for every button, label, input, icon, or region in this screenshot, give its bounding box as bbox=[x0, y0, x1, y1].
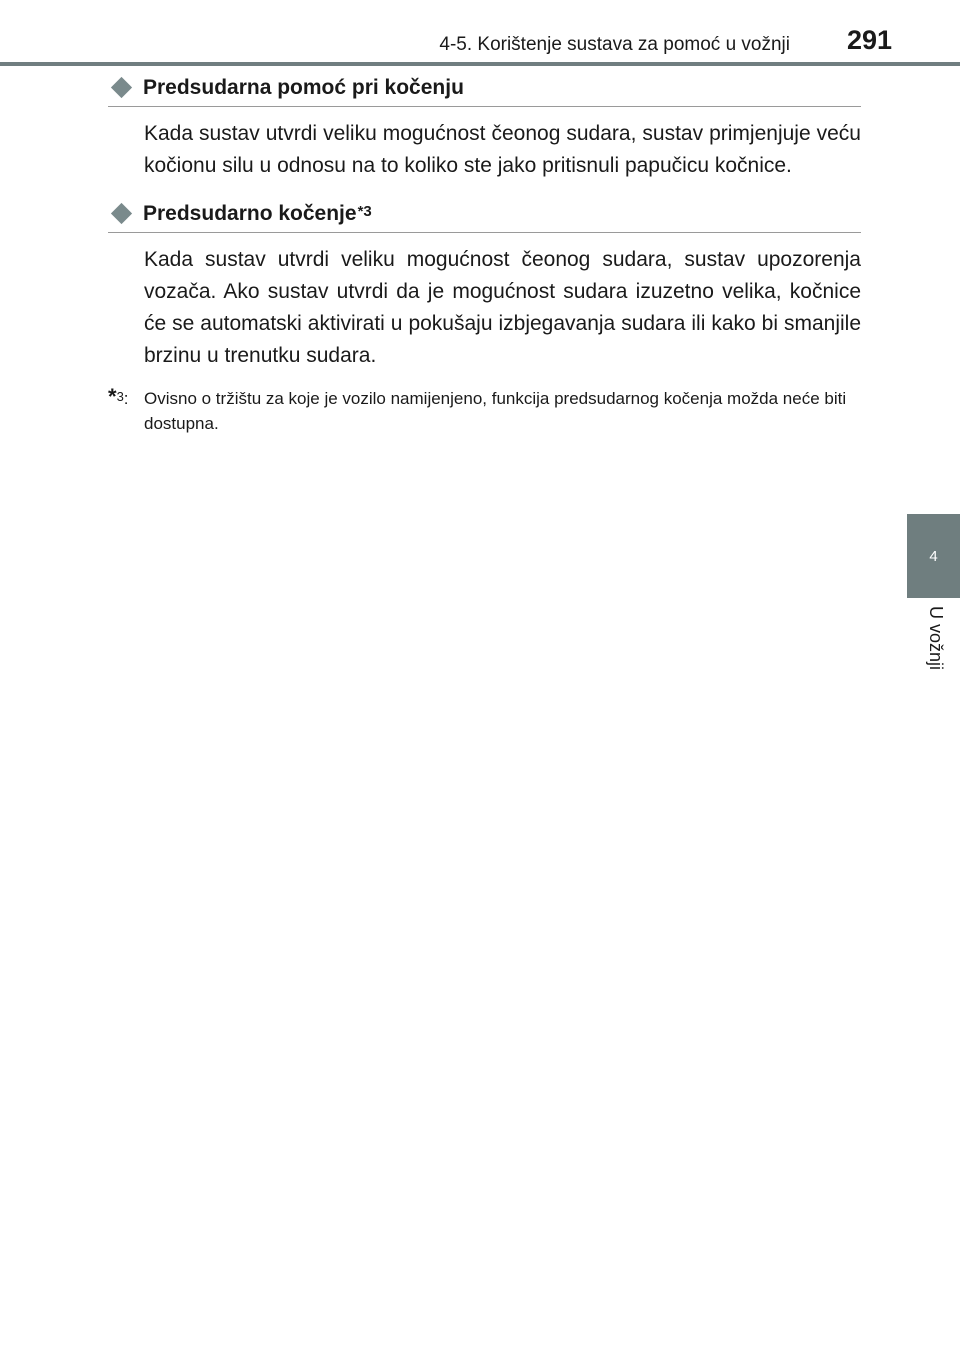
section-heading bbox=[108, 76, 861, 107]
section-body-text: Kada sustav utvrdi veliku mogućnost čeonog sudara, sustav upozorenja vozača. Ako sustav utvrdi da je mogućnost sudara izuzetno velika, kočnice će se automatski aktivirati u pokušaju izbjegavanja sudara ili kako bi smanjile brzinu u trenutku sudara. bbox=[144, 248, 861, 367]
diamond-bullet-icon bbox=[111, 77, 132, 98]
footnote-separator: : bbox=[123, 389, 129, 408]
section-spacer bbox=[108, 182, 861, 202]
chapter-tab bbox=[907, 514, 960, 598]
page-number: 291 bbox=[846, 25, 892, 55]
page-header bbox=[0, 0, 960, 66]
footnote-star: * bbox=[108, 384, 117, 409]
section-heading bbox=[108, 202, 861, 233]
footnote-reference: *3 bbox=[357, 203, 372, 220]
footnote-number: 3 bbox=[116, 389, 124, 404]
section-body-text: Kada sustav utvrdi veliku mogućnost čeonog sudara, sustav primjenjuje veću kočionu silu u odnosu na to koliko ste jako pritisnuli papučicu kočnice. bbox=[144, 122, 861, 177]
chapter-number: 4 bbox=[929, 547, 938, 565]
section-heading-text: Predsudarno kočenje bbox=[143, 202, 357, 225]
section-heading-text: Predsudarna pomoć pri kočenju bbox=[143, 76, 464, 99]
page-content bbox=[108, 76, 861, 436]
header-section-title: 4-5. Korištenje sustava za pomoć u vožnji bbox=[439, 34, 790, 55]
diamond-bullet-icon bbox=[111, 203, 132, 224]
footnote-marker bbox=[108, 384, 129, 411]
header-rule bbox=[0, 62, 960, 66]
footnote bbox=[108, 386, 861, 436]
chapter-label: U vožnji bbox=[926, 606, 946, 671]
footnote-text: Ovisno o tržištu za koje je vozilo namijenjeno, funkcija predsudarnog kočenja možda neće biti dostupna. bbox=[144, 389, 847, 433]
